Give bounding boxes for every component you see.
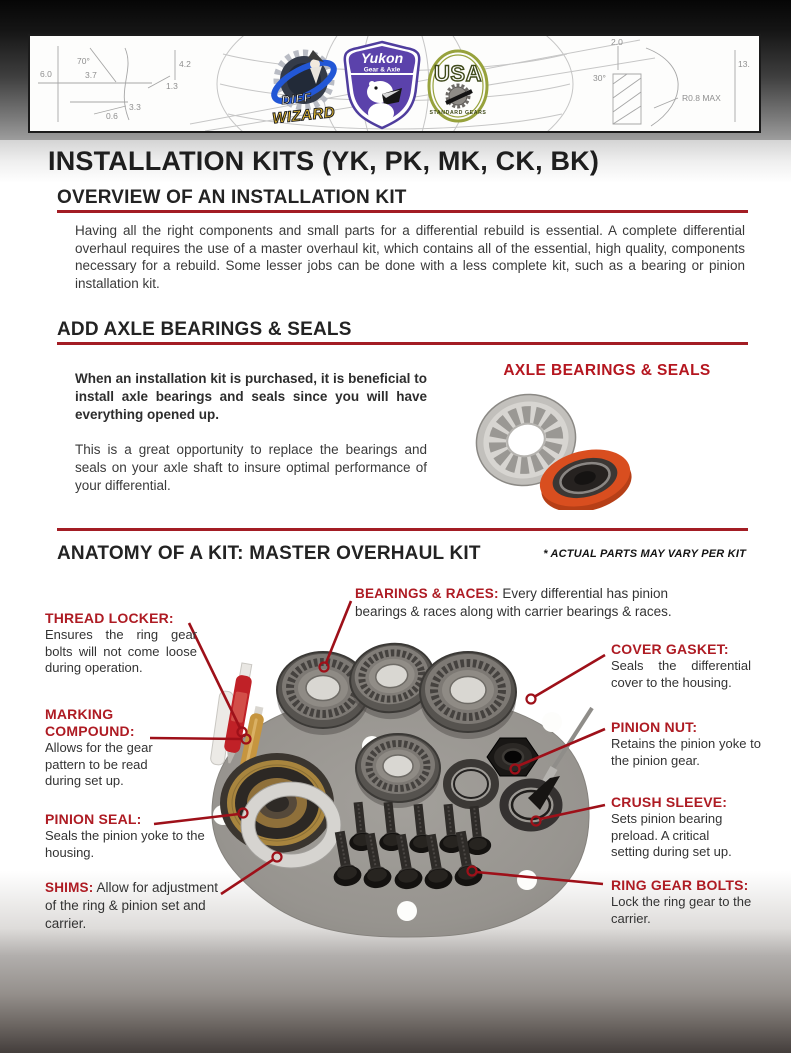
callout-cover-gasket [611,641,751,691]
overview-heading: OVERVIEW OF AN INSTALLATION KIT [57,187,407,208]
dim-label: 4.2 [179,59,191,69]
axle-image-caption: AXLE BEARINGS & SEALS [503,362,711,379]
callout-text: Retains the pinion yoke to the pinion gear. [611,736,761,768]
red-rule [57,528,748,531]
anatomy-heading-row [57,542,746,565]
diff-wizard-text: DIFF [280,90,313,108]
callout-thread-locker [45,610,197,677]
kit-diagram [0,573,791,955]
dim-label: 70° [77,56,90,66]
callout-pinion-seal [45,811,205,861]
callout-text: Lock the ring gear to the carrier. [611,894,752,926]
callout-label: PINION SEAL: [45,811,142,827]
callout-label: THREAD LOCKER: [45,610,174,626]
axle-bold-paragraph: When an installation kit is purchased, it is beneficial to install axle bearings and seals since you will have everything opened up. [75,371,427,422]
anatomy-note: * ACTUAL PARTS MAY VARY PER KIT [543,547,746,560]
callout-text: Ensures the ring gear bolts will not come loose during operation. [45,627,197,675]
dim-label: 3.7 [85,70,97,80]
callout-marking-compound [45,706,167,790]
dim-label: 0.6 [106,111,118,121]
red-rule [57,342,748,345]
callout-shims [45,879,223,933]
dim-label: R0.8 MAX [682,93,721,103]
overview-paragraph: Having all the right components and small parts for a differential rebuild is essential. A complete differential overhaul requires the use of a master overhaul kit, which contains all of the essential, high quality, components necessary for a rebuild. Some lesser jobs can be done with a less complete kit, such as a bearing or pinion installation kit. [75,223,745,291]
dim-label: 30° [593,73,606,83]
callout-pinion-nut [611,719,761,769]
bearing [420,652,516,739]
bearing [356,734,440,808]
tech-labels-left [40,56,191,121]
callout-text: Seals the pinion yoke to the housing. [45,828,205,860]
callout-text: Seals the differential cover to the housing. [611,658,751,690]
tech-drawing-right [613,46,735,126]
yukon-logo [345,42,419,128]
callout-bearings-races [355,585,683,621]
axle-bearing-seal-image [469,386,719,510]
callout-text: Every differential has pinion bearings & races along with carrier bearings & races. [355,586,672,619]
axle-columns [75,362,745,515]
anatomy-heading: ANATOMY OF A KIT: MASTER OVERHAUL KIT [57,543,481,564]
header-band [0,0,791,140]
dim-label: 1.3 [166,81,178,91]
title-band [0,140,791,183]
callout-label: COVER GASKET: [611,641,729,657]
banner-art [30,36,759,131]
diff-wizard-logo [269,50,339,127]
header-banner [28,34,761,133]
usa-text2: STANDARD GEARS [429,110,487,116]
callout-text: Allow for adjustment of the ring & pinion set and carrier. [45,880,219,931]
dim-label: 13. [738,59,750,69]
usa-standard-logo [429,51,487,121]
yukon-text: Yukon [360,50,404,66]
callout-text: Sets pinion bearing preload. A critical setting during set up. [611,811,732,859]
callout-label: BEARINGS & RACES: [355,586,499,601]
axle-heading: ADD AXLE BEARINGS & SEALS [57,319,352,340]
yukon-text2: Gear & Axle [363,66,401,74]
callout-crush-sleeve [611,794,746,861]
diff-wizard-text2: WIZARD [271,103,336,128]
globe-wireframe [190,36,655,131]
callout-label: PINION NUT: [611,719,698,735]
callout-label: RING GEAR BOLTS: [611,877,749,893]
callout-label: CRUSH SLEEVE: [611,794,728,810]
callout-text: Allows for the gear pattern to be read during set up. [45,740,153,788]
axle-text-column [75,362,427,515]
axle-paragraph: This is a great opportunity to replace the bearings and seals on your axle shaft to insure optimal performance of your differential. [75,442,427,493]
callout-label: SHIMS: [45,880,94,895]
usa-text: USA [434,61,482,86]
dim-label: 3.3 [129,102,141,112]
tech-labels-right [593,37,750,103]
axle-image-column [427,362,745,515]
red-rule [57,210,748,213]
dim-label: 6.0 [40,69,52,79]
page-title: INSTALLATION KITS (YK, PK, MK, CK, BK) [48,146,600,176]
dim-label: 2.0 [611,37,623,47]
callout-ring-gear-bolts [611,877,769,927]
callout-label: MARKING COMPOUND: [45,706,135,739]
footer-bar [0,955,791,1053]
